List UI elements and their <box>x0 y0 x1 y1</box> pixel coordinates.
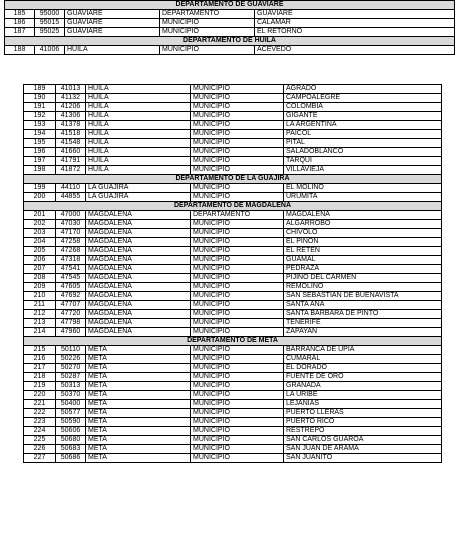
municipality-name-cell: PAICOL <box>284 130 442 139</box>
municipality-name-cell: EL MOLINO <box>284 184 442 193</box>
dane-code-cell: 41791 <box>56 157 86 166</box>
table-row <box>24 211 442 220</box>
department-cell: META <box>86 373 191 382</box>
department-cell: MAGDALENA <box>86 229 191 238</box>
municipality-name-cell: LEJANIAS <box>284 400 442 409</box>
entity-type-cell: MUNICIPIO <box>191 121 284 130</box>
department-header: DEPARTAMENTO DE GUAVIARE <box>5 1 455 10</box>
table-row <box>24 283 442 292</box>
entity-type-cell: MUNICIPIO <box>191 238 284 247</box>
municipality-name-cell: ALGARROBO <box>284 220 442 229</box>
municipality-name-cell: LA URIBE <box>284 391 442 400</box>
table-row <box>24 121 442 130</box>
table-row <box>24 391 442 400</box>
municipality-name-cell: SANTA ANA <box>284 301 442 310</box>
table-row <box>24 193 442 202</box>
row-number-cell: 215 <box>24 346 56 355</box>
dane-code-cell: 50370 <box>56 391 86 400</box>
department-header: DEPARTAMENTO DE META <box>24 337 442 346</box>
department-cell: META <box>86 400 191 409</box>
entity-type-cell: MUNICIPIO <box>191 364 284 373</box>
dane-code-cell: 47000 <box>56 211 86 220</box>
municipality-name-cell: VILLAVIEJA <box>284 166 442 175</box>
dane-code-cell: 47960 <box>56 328 86 337</box>
row-number-cell: 227 <box>24 454 56 463</box>
municipality-name-cell: EL RETORNO <box>255 28 455 37</box>
table-row <box>24 148 442 157</box>
department-cell: MAGDALENA <box>86 310 191 319</box>
entity-type-cell: MUNICIPIO <box>191 355 284 364</box>
department-cell: MAGDALENA <box>86 256 191 265</box>
table-row <box>24 130 442 139</box>
table-row <box>24 409 442 418</box>
entity-type-cell: MUNICIPIO <box>191 139 284 148</box>
department-cell: HUILA <box>86 85 191 94</box>
municipality-name-cell: PEDRAZA <box>284 265 442 274</box>
entity-type-cell: MUNICIPIO <box>191 319 284 328</box>
dane-code-cell: 47605 <box>56 283 86 292</box>
municipality-name-cell: GUAVIARE <box>255 10 455 19</box>
entity-type-cell: MUNICIPIO <box>191 274 284 283</box>
row-number-cell: 206 <box>24 256 56 265</box>
table-row <box>24 301 442 310</box>
table-row <box>24 373 442 382</box>
municipality-name-cell: LA ARGENTINA <box>284 121 442 130</box>
department-cell: HUILA <box>86 130 191 139</box>
row-number-cell: 217 <box>24 364 56 373</box>
dane-code-cell: 47318 <box>56 256 86 265</box>
entity-type-cell: MUNICIPIO <box>191 130 284 139</box>
row-number-cell: 204 <box>24 238 56 247</box>
department-cell: HUILA <box>86 121 191 130</box>
row-number-cell: 187 <box>5 28 35 37</box>
dane-code-cell: 50606 <box>56 427 86 436</box>
department-cell: HUILA <box>65 46 160 55</box>
municipality-name-cell: URUMITA <box>284 193 442 202</box>
table-row <box>24 382 442 391</box>
department-cell: HUILA <box>86 139 191 148</box>
municipality-name-cell: EL DORADO <box>284 364 442 373</box>
department-cell: META <box>86 355 191 364</box>
table-row <box>24 112 442 121</box>
municipality-name-cell: SAN SEBASTIAN DE BUENAVISTA <box>284 292 442 301</box>
department-cell: MAGDALENA <box>86 283 191 292</box>
department-header: DEPARTAMENTO DE MAGDALENA <box>24 202 442 211</box>
row-number-cell: 200 <box>24 193 56 202</box>
table-row <box>24 427 442 436</box>
row-number-cell: 224 <box>24 427 56 436</box>
municipality-name-cell: EL RETEN <box>284 247 442 256</box>
municipality-name-cell: FUENTE DE ORO <box>284 373 442 382</box>
entity-type-cell: MUNICIPIO <box>191 373 284 382</box>
table-row <box>24 355 442 364</box>
dane-code-cell: 44855 <box>56 193 86 202</box>
entity-type-cell: MUNICIPIO <box>191 382 284 391</box>
entity-type-cell: DEPARTAMENTO <box>191 211 284 220</box>
row-number-cell: 189 <box>24 85 56 94</box>
row-number-cell: 212 <box>24 310 56 319</box>
department-cell: HUILA <box>86 112 191 121</box>
entity-type-cell: MUNICIPIO <box>160 46 255 55</box>
dane-code-cell: 50270 <box>56 364 86 373</box>
municipality-name-cell: PIJIÑO DEL CARMEN <box>284 274 442 283</box>
table-row <box>24 139 442 148</box>
municipality-name-cell: CHIVOLO <box>284 229 442 238</box>
municipality-name-cell: CAMPOALEGRE <box>284 94 442 103</box>
table-row <box>24 103 442 112</box>
dane-code-cell: 44110 <box>56 184 86 193</box>
municipality-name-cell: CUMARAL <box>284 355 442 364</box>
municipality-name-cell: SAN JUAN DE ARAMA <box>284 445 442 454</box>
department-header-row <box>5 37 455 46</box>
entity-type-cell: MUNICIPIO <box>191 166 284 175</box>
row-number-cell: 214 <box>24 328 56 337</box>
row-number-cell: 213 <box>24 319 56 328</box>
entity-type-cell: MUNICIPIO <box>191 454 284 463</box>
entity-type-cell: MUNICIPIO <box>191 292 284 301</box>
entity-type-cell: MUNICIPIO <box>191 220 284 229</box>
department-cell: META <box>86 436 191 445</box>
entity-type-cell: MUNICIPIO <box>191 103 284 112</box>
department-cell: HUILA <box>86 103 191 112</box>
dane-code-cell: 47707 <box>56 301 86 310</box>
table-row <box>24 238 442 247</box>
dane-code-cell: 47720 <box>56 310 86 319</box>
municipality-table-main <box>23 84 442 463</box>
dane-code-cell: 95025 <box>35 28 65 37</box>
dane-code-cell: 47545 <box>56 274 86 283</box>
entity-type-cell: MUNICIPIO <box>191 328 284 337</box>
municipality-name-cell: GRANADA <box>284 382 442 391</box>
municipality-name-cell: GIGANTE <box>284 112 442 121</box>
department-cell: MAGDALENA <box>86 319 191 328</box>
dane-code-cell: 50577 <box>56 409 86 418</box>
dane-code-cell: 41306 <box>56 112 86 121</box>
municipality-name-cell: SAN CARLOS GUAROA <box>284 436 442 445</box>
table-row <box>5 10 455 19</box>
department-cell: GUAVIARE <box>65 28 160 37</box>
entity-type-cell: MUNICIPIO <box>191 247 284 256</box>
dane-code-cell: 95000 <box>35 10 65 19</box>
row-number-cell: 216 <box>24 355 56 364</box>
table-row <box>24 454 442 463</box>
table-row <box>24 364 442 373</box>
department-cell: HUILA <box>86 166 191 175</box>
row-number-cell: 221 <box>24 400 56 409</box>
department-cell: META <box>86 445 191 454</box>
municipality-name-cell: PITAL <box>284 139 442 148</box>
dane-code-cell: 41132 <box>56 94 86 103</box>
row-number-cell: 202 <box>24 220 56 229</box>
entity-type-cell: DEPARTAMENTO <box>160 10 255 19</box>
entity-type-cell: MUNICIPIO <box>191 436 284 445</box>
dane-code-cell: 47258 <box>56 238 86 247</box>
department-cell: META <box>86 382 191 391</box>
department-cell: MAGDALENA <box>86 247 191 256</box>
department-cell: META <box>86 427 191 436</box>
dane-code-cell: 41378 <box>56 121 86 130</box>
municipality-name-cell: BARRANCA DE UPIA <box>284 346 442 355</box>
department-cell: MAGDALENA <box>86 292 191 301</box>
row-number-cell: 197 <box>24 157 56 166</box>
dane-code-cell: 50287 <box>56 373 86 382</box>
department-cell: GUAVIARE <box>65 10 160 19</box>
dane-code-cell: 50680 <box>56 436 86 445</box>
row-number-cell: 186 <box>5 19 35 28</box>
table-row <box>24 418 442 427</box>
department-cell: META <box>86 418 191 427</box>
department-cell: META <box>86 346 191 355</box>
row-number-cell: 188 <box>5 46 35 55</box>
row-number-cell: 196 <box>24 148 56 157</box>
department-cell: GUAVIARE <box>65 19 160 28</box>
entity-type-cell: MUNICIPIO <box>191 265 284 274</box>
row-number-cell: 198 <box>24 166 56 175</box>
row-number-cell: 203 <box>24 229 56 238</box>
table-row <box>24 229 442 238</box>
department-cell: MAGDALENA <box>86 328 191 337</box>
dane-code-cell: 47541 <box>56 265 86 274</box>
table-row <box>24 310 442 319</box>
municipality-name-cell: GUAMAL <box>284 256 442 265</box>
dane-code-cell: 50313 <box>56 382 86 391</box>
entity-type-cell: MUNICIPIO <box>191 409 284 418</box>
department-cell: HUILA <box>86 157 191 166</box>
entity-type-cell: MUNICIPIO <box>191 301 284 310</box>
table-row <box>24 166 442 175</box>
department-cell: META <box>86 364 191 373</box>
municipality-name-cell: PUERTO RICO <box>284 418 442 427</box>
municipality-name-cell: TARQUI <box>284 157 442 166</box>
department-cell: META <box>86 409 191 418</box>
dane-code-cell: 50226 <box>56 355 86 364</box>
dane-code-cell: 50110 <box>56 346 86 355</box>
table-row <box>24 256 442 265</box>
dane-code-cell: 41518 <box>56 130 86 139</box>
dane-code-cell: 41206 <box>56 103 86 112</box>
row-number-cell: 201 <box>24 211 56 220</box>
table-row <box>24 346 442 355</box>
department-header-row <box>24 337 442 346</box>
department-header-row <box>24 175 442 184</box>
table-row <box>24 85 442 94</box>
department-cell: MAGDALENA <box>86 274 191 283</box>
dane-code-cell: 50590 <box>56 418 86 427</box>
department-cell: LA GUAJIRA <box>86 193 191 202</box>
department-header-row <box>5 1 455 10</box>
row-number-cell: 209 <box>24 283 56 292</box>
dane-code-cell: 50683 <box>56 445 86 454</box>
municipality-name-cell: SAN JUANITO <box>284 454 442 463</box>
row-number-cell: 191 <box>24 103 56 112</box>
municipality-name-cell: RESTREPO <box>284 427 442 436</box>
table-row <box>5 19 455 28</box>
department-cell: HUILA <box>86 94 191 103</box>
department-cell: LA GUAJIRA <box>86 184 191 193</box>
table-row <box>24 328 442 337</box>
municipality-name-cell: EL PIÑON <box>284 238 442 247</box>
entity-type-cell: MUNICIPIO <box>191 148 284 157</box>
row-number-cell: 223 <box>24 418 56 427</box>
entity-type-cell: MUNICIPIO <box>191 112 284 121</box>
row-number-cell: 205 <box>24 247 56 256</box>
row-number-cell: 208 <box>24 274 56 283</box>
row-number-cell: 226 <box>24 445 56 454</box>
row-number-cell: 190 <box>24 94 56 103</box>
table-row <box>24 220 442 229</box>
dane-code-cell: 47692 <box>56 292 86 301</box>
department-cell: MAGDALENA <box>86 238 191 247</box>
department-header: DEPARTAMENTO DE LA GUAJIRA <box>24 175 442 184</box>
municipality-name-cell: TENERIFE <box>284 319 442 328</box>
entity-type-cell: MUNICIPIO <box>191 445 284 454</box>
municipality-table-top <box>4 0 455 55</box>
municipality-name-cell: PUERTO LLERAS <box>284 409 442 418</box>
entity-type-cell: MUNICIPIO <box>191 427 284 436</box>
entity-type-cell: MUNICIPIO <box>191 157 284 166</box>
row-number-cell: 219 <box>24 382 56 391</box>
municipality-table-top-body <box>5 1 455 55</box>
row-number-cell: 220 <box>24 391 56 400</box>
department-cell: META <box>86 454 191 463</box>
entity-type-cell: MUNICIPIO <box>191 391 284 400</box>
entity-type-cell: MUNICIPIO <box>160 19 255 28</box>
entity-type-cell: MUNICIPIO <box>191 283 284 292</box>
table-row <box>24 265 442 274</box>
row-number-cell: 211 <box>24 301 56 310</box>
entity-type-cell: MUNICIPIO <box>160 28 255 37</box>
entity-type-cell: MUNICIPIO <box>191 310 284 319</box>
department-cell: MAGDALENA <box>86 211 191 220</box>
table-row <box>24 445 442 454</box>
row-number-cell: 210 <box>24 292 56 301</box>
entity-type-cell: MUNICIPIO <box>191 256 284 265</box>
dane-code-cell: 41548 <box>56 139 86 148</box>
municipality-name-cell: SANTA BARBARA DE PINTO <box>284 310 442 319</box>
row-number-cell: 222 <box>24 409 56 418</box>
row-number-cell: 207 <box>24 265 56 274</box>
row-number-cell: 194 <box>24 130 56 139</box>
dane-code-cell: 47798 <box>56 319 86 328</box>
department-cell: MAGDALENA <box>86 220 191 229</box>
entity-type-cell: MUNICIPIO <box>191 418 284 427</box>
row-number-cell: 218 <box>24 373 56 382</box>
department-cell: MAGDALENA <box>86 301 191 310</box>
table-row <box>24 319 442 328</box>
row-number-cell: 225 <box>24 436 56 445</box>
entity-type-cell: MUNICIPIO <box>191 94 284 103</box>
municipality-name-cell: CALAMAR <box>255 19 455 28</box>
municipality-name-cell: MAGDALENA <box>284 211 442 220</box>
dane-code-cell: 47268 <box>56 247 86 256</box>
table-row <box>24 247 442 256</box>
municipality-name-cell: ACEVEDO <box>255 46 455 55</box>
table-row <box>24 274 442 283</box>
dane-code-cell: 41660 <box>56 148 86 157</box>
department-header: DEPARTAMENTO DE HUILA <box>5 37 455 46</box>
row-number-cell: 192 <box>24 112 56 121</box>
municipality-name-cell: COLOMBIA <box>284 103 442 112</box>
municipality-table-main-body <box>24 85 442 463</box>
dane-code-cell: 47030 <box>56 220 86 229</box>
department-cell: MAGDALENA <box>86 265 191 274</box>
row-number-cell: 195 <box>24 139 56 148</box>
table-row <box>24 94 442 103</box>
municipality-name-cell: REMOLINO <box>284 283 442 292</box>
municipality-name-cell: ZAPAYAN <box>284 328 442 337</box>
table-row <box>24 436 442 445</box>
dane-code-cell: 41006 <box>35 46 65 55</box>
table-row <box>5 28 455 37</box>
row-number-cell: 193 <box>24 121 56 130</box>
municipality-name-cell: SALADOBLANCO <box>284 148 442 157</box>
table-row <box>24 292 442 301</box>
entity-type-cell: MUNICIPIO <box>191 184 284 193</box>
table-row <box>24 184 442 193</box>
dane-code-cell: 50400 <box>56 400 86 409</box>
dane-code-cell: 95015 <box>35 19 65 28</box>
entity-type-cell: MUNICIPIO <box>191 400 284 409</box>
dane-code-cell: 50686 <box>56 454 86 463</box>
row-number-cell: 185 <box>5 10 35 19</box>
entity-type-cell: MUNICIPIO <box>191 85 284 94</box>
dane-code-cell: 41013 <box>56 85 86 94</box>
table-row <box>24 400 442 409</box>
entity-type-cell: MUNICIPIO <box>191 229 284 238</box>
entity-type-cell: MUNICIPIO <box>191 193 284 202</box>
table-row <box>5 46 455 55</box>
table-row <box>24 157 442 166</box>
department-header-row <box>24 202 442 211</box>
department-cell: META <box>86 391 191 400</box>
municipality-name-cell: AGRADO <box>284 85 442 94</box>
entity-type-cell: MUNICIPIO <box>191 346 284 355</box>
department-cell: HUILA <box>86 148 191 157</box>
dane-code-cell: 47170 <box>56 229 86 238</box>
dane-code-cell: 41872 <box>56 166 86 175</box>
row-number-cell: 199 <box>24 184 56 193</box>
